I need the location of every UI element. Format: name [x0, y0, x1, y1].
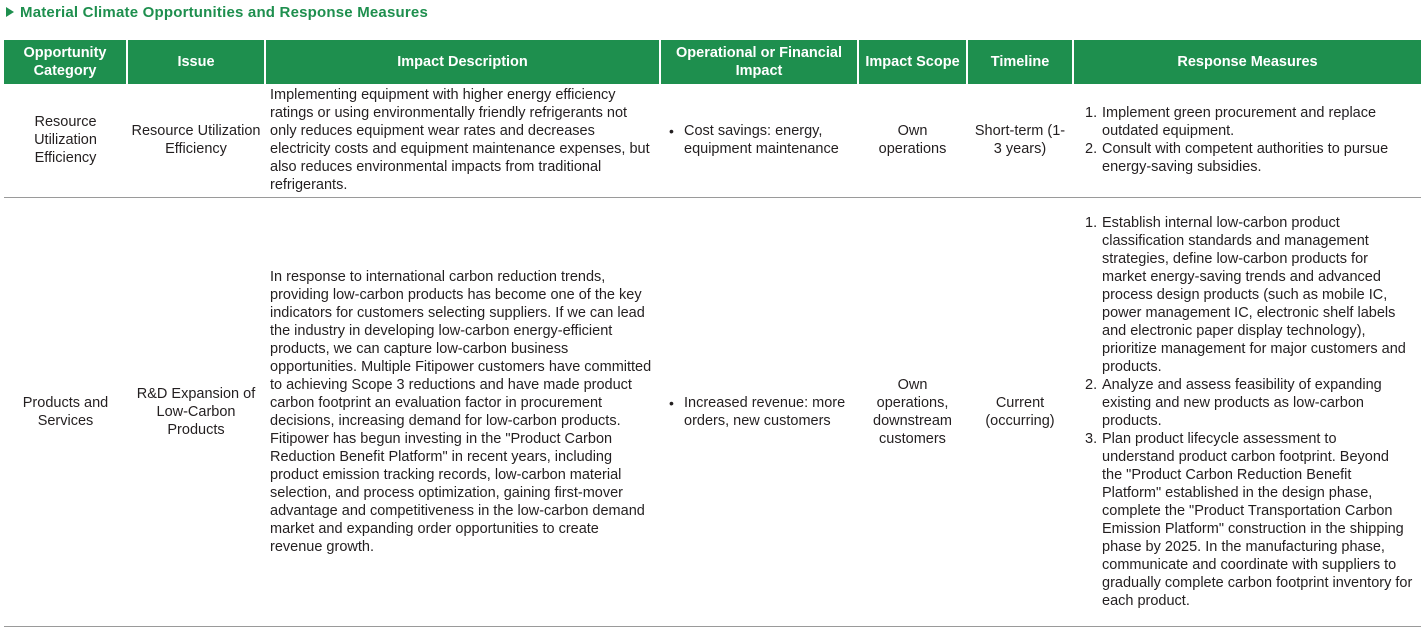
- cell-issue: R&D Expansion of Low-Carbon Products: [127, 197, 265, 626]
- header-timeline: Timeline: [967, 40, 1073, 84]
- header-operational-financial-impact: Operational or Financial Impact: [660, 40, 858, 84]
- measure-text: Implement green procurement and replace outdated equipment.: [1102, 105, 1377, 140]
- header-response-measures: Response Measures: [1073, 40, 1421, 84]
- measure-text: Consult with competent authorities to pursue energy-saving subsidies.: [1102, 141, 1389, 176]
- cell-category: Products and Services: [4, 197, 127, 626]
- cell-timeline: Short-term (1-3 years): [967, 84, 1073, 197]
- measure-text: Establish internal low-carbon product classification standards and management strategies, define low-carbon products for market energy-saving trends and advanced process design products (such as mobile IC, power management IC, electronic shelf labels and electronic paper display technology), prioritize management for major customers and products.: [1102, 214, 1406, 375]
- header-impact-scope: Impact Scope: [858, 40, 967, 84]
- cell-description: Implementing equipment with higher energy efficiency ratings or using environmentally friendly refrigerants not only reduces equipment wear rates and decreases electricity costs and equipment maintenance expenses, but also reduces environmental impacts from traditional refrigerants.: [265, 84, 660, 197]
- cell-measures: [1073, 197, 1421, 626]
- cell-measures: [1073, 84, 1421, 197]
- measure-item: 3. Plan product lifecycle assessment to understand product carbon footprint. Beyond the "Product Carbon Reduction Benefit Platform" established in the design phase, complete the "Product Transportation Carbon Emission Platform" construction in the shipping phase by 2025. In the manufacturing phase, communicate and coordinate with suppliers to gradually complete carbon footprint inventory for each product.: [1085, 430, 1413, 609]
- section-title-text: Material Climate Opportunities and Response Measures: [20, 3, 429, 21]
- measure-item: 1. Implement green procurement and replace outdated equipment.: [1085, 105, 1377, 140]
- opportunities-table: [4, 40, 1421, 627]
- triangle-right-icon: [6, 7, 14, 17]
- cell-scope: Own operations, downstream customers: [858, 197, 967, 626]
- cell-issue: Resource Utilization Efficiency: [127, 84, 265, 197]
- cell-impact: [660, 197, 858, 626]
- section-title: [6, 2, 428, 22]
- cell-description: In response to international carbon reduction trends, providing low-carbon products has become one of the key indicators for customers selecting suppliers. If we can lead the industry in developing low-carbon energy-efficient products, we can capture low-carbon business opportunities. Multiple Fitipower customers have committed to achieving Scope 3 reductions and have made product carbon footprint an evaluation factor in procurement decisions, increasing demand for low-carbon products. Fitipower has begun investing in the "Product Carbon Reduction Benefit Platform" in recent years, including product emission tracking records, low-carbon material selection, and process optimization, gaining first-mover advantage and competitiveness in the low-carbon demand market and expanding order opportunities to create revenue growth.: [265, 197, 660, 626]
- cell-impact: [660, 84, 858, 197]
- measure-item: 2. Consult with competent authorities to pursue energy-saving subsidies.: [1085, 141, 1389, 176]
- measure-text: Plan product lifecycle assessment to understand product carbon footprint. Beyond the "Product Carbon Reduction Benefit Platform" established in the design phase, complete the "Product Transportation Carbon Emission Platform" construction in the shipping phase by 2025. In the manufacturing phase, communicate and coordinate with suppliers to gradually complete carbon footprint inventory for each product.: [1102, 430, 1413, 609]
- header-impact-description: Impact Description: [265, 40, 660, 84]
- measure-item: 1. Establish internal low-carbon product classification standards and management strategies, define low-carbon products for market energy-saving trends and advanced process design products (such as mobile IC, power management IC, electronic shelf labels and electronic paper display technology), prioritize management for major customers and products.: [1085, 214, 1406, 375]
- measure-item: 2. Analyze and assess feasibility of expanding existing and new products as low-carbon products.: [1085, 376, 1382, 429]
- cell-category: Resource Utilization Efficiency: [4, 84, 127, 197]
- impact-text: Increased revenue: more orders, new customers: [684, 394, 846, 429]
- header-issue: Issue: [127, 40, 265, 84]
- impact-text: Cost savings: energy, equipment maintenance: [684, 123, 839, 158]
- impact-bullet: [684, 122, 854, 158]
- table-row: [4, 197, 1421, 626]
- impact-bullet: [684, 394, 854, 430]
- cell-scope: Own operations: [858, 84, 967, 197]
- cell-timeline: Current (occurring): [967, 197, 1073, 626]
- measure-text: Analyze and assess feasibility of expanding existing and new products as low-carbon products.: [1102, 376, 1382, 429]
- table-row: [4, 84, 1421, 197]
- header-opportunity-category: Opportunity Category: [4, 40, 127, 84]
- table-header-row: [4, 40, 1421, 84]
